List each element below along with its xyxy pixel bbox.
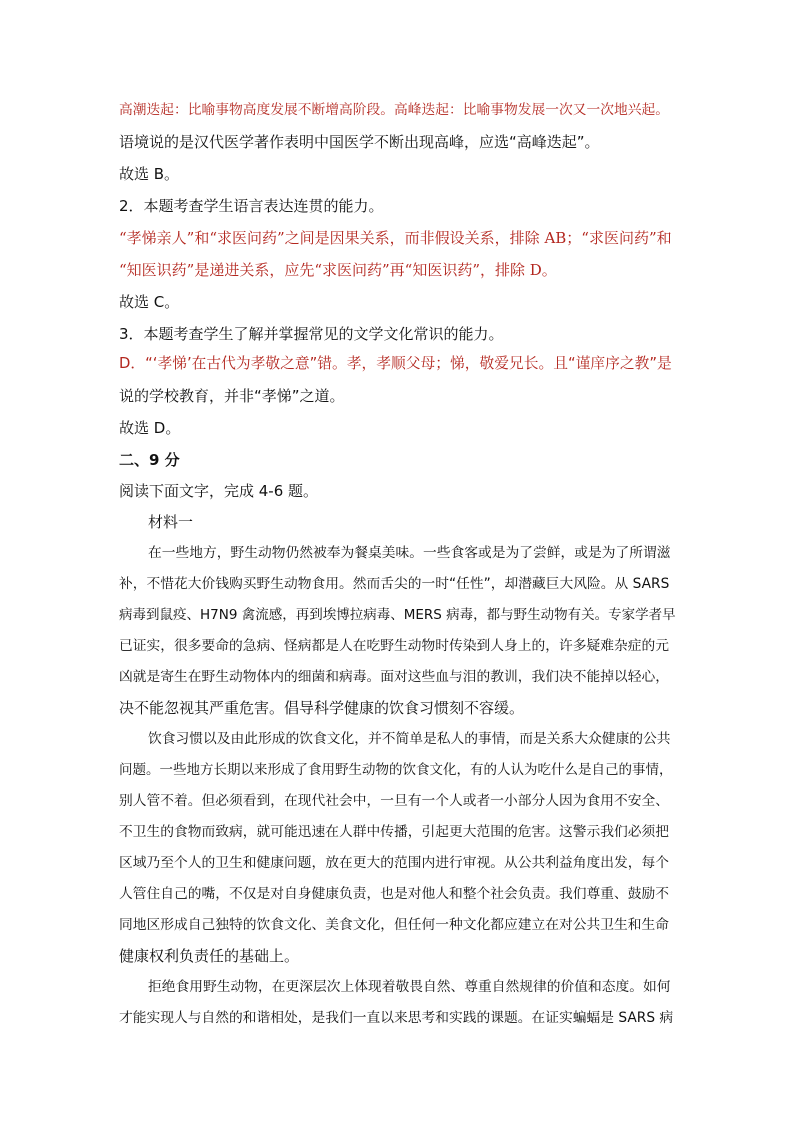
section-instruction: 阅读下面文字，完成 4-6 题。 (119, 482, 319, 500)
passage-line: 在一些地方，野生动物仍然被奉为餐桌美味。一些食客或是为了尝鲜，或是为了所谓滋 (148, 545, 671, 561)
passage-line: 区域乃至个人的卫生和健康问题，放在更大的范围内进行审视。从公共利益角度出发，每个 (119, 855, 670, 871)
passage-line: 不卫生的食物而致病，就可能迅速在人群中传播，引起更大范围的危害。这警示我们必须把 (119, 824, 670, 840)
material-title: 材料一 (148, 513, 194, 531)
q2-explanation-line: “知医识药”是递进关系，应先“求医问药”再“知医识药”，排除 D。 (119, 261, 557, 279)
passage-line: 补，不惜花大价钱购买野生动物食用。然而舌尖的一时“任性”，却潜藏巨大风险。从 SARS (119, 576, 670, 592)
q1-explanation-line: 语境说的是汉代医学著作表明中国医学不断出现高峰，应选“高峰迭起”。 (119, 133, 600, 151)
passage-line: 问题。一些地方长期以来形成了食用野生动物的饮食文化，有的人认为吃什么是自己的事情， (119, 762, 673, 778)
q3-heading: 3．本题考查学生了解并掌握常见的文学文化常识的能力。 (119, 325, 504, 343)
q1-choice: 故选 B。 (119, 165, 180, 183)
q2-choice: 故选 C。 (119, 293, 180, 311)
passage-line: 饮食习惯以及由此形成的饮食文化，并不简单是私人的事情，而是关系大众健康的公共 (148, 731, 671, 747)
passage-line: 同地区形成自己独特的饮食文化、美食文化，但任何一种文化都应建立在对公共卫生和生命 (119, 917, 670, 933)
q2-explanation-line: “孝悌亲人”和“求医问药”之间是因果关系，而非假设关系，排除 AB；“求医问药”和 (119, 229, 672, 247)
q1-explanation-line: 高潮迭起：比喻事物高度发展不断增高阶段。高峰迭起：比喻事物发展一次又一次地兴起。 (119, 102, 670, 118)
q3-choice: 故选 D。 (119, 419, 181, 437)
passage-line: 人管住自己的嘴，不仅是对自身健康负责，也是对他人和整个社会负责。我们尊重、鼓励不 (119, 886, 670, 902)
passage-line: 才能实现人与自然的和谐相处，是我们一直以来思考和实践的课题。在证实蝙蝠是 SARS 病 (119, 1010, 674, 1026)
q2-heading: 2．本题考查学生语言表达连贯的能力。 (119, 197, 384, 215)
q3-explanation-line: D．“‘孝悌’在古代为孝敬之意”错。孝，孝顺父母；悌，敬爱兄长。且“谨庠序之教”是 (119, 355, 672, 372)
passage-line: 已证实，很多要命的急病、怪病都是人在吃野生动物时传染到人身上的，许多疑难杂症的元 (119, 638, 670, 654)
passage-line: 病毒到鼠疫、H7N9 禽流感，再到埃博拉病毒、MERS 病毒，都与野生动物有关。专家学者早 (119, 607, 676, 623)
passage-line: 拒绝食用野生动物，在更深层次上体现着敬畏自然、尊重自然规律的价值和态度。如何 (148, 979, 671, 995)
q3-explanation-line: 说的学校教育，并非“孝悌”之道。 (119, 387, 345, 405)
passage-line: 别人管不着。但必须看到，在现代社会中，一旦有一个人或者一小部分人因为食用不安全、 (119, 793, 670, 809)
section-heading: 二、9 分 (119, 451, 180, 469)
passage-line: 凶就是寄生在野生动物体内的细菌和病毒。面对这些血与泪的教训，我们决不能掉以轻心， (119, 669, 670, 685)
passage-line: 健康权利负责任的基础上。 (119, 947, 300, 965)
passage-line: 决不能忽视其严重危害。倡导科学健康的饮食习惯刻不容缓。 (119, 699, 525, 717)
